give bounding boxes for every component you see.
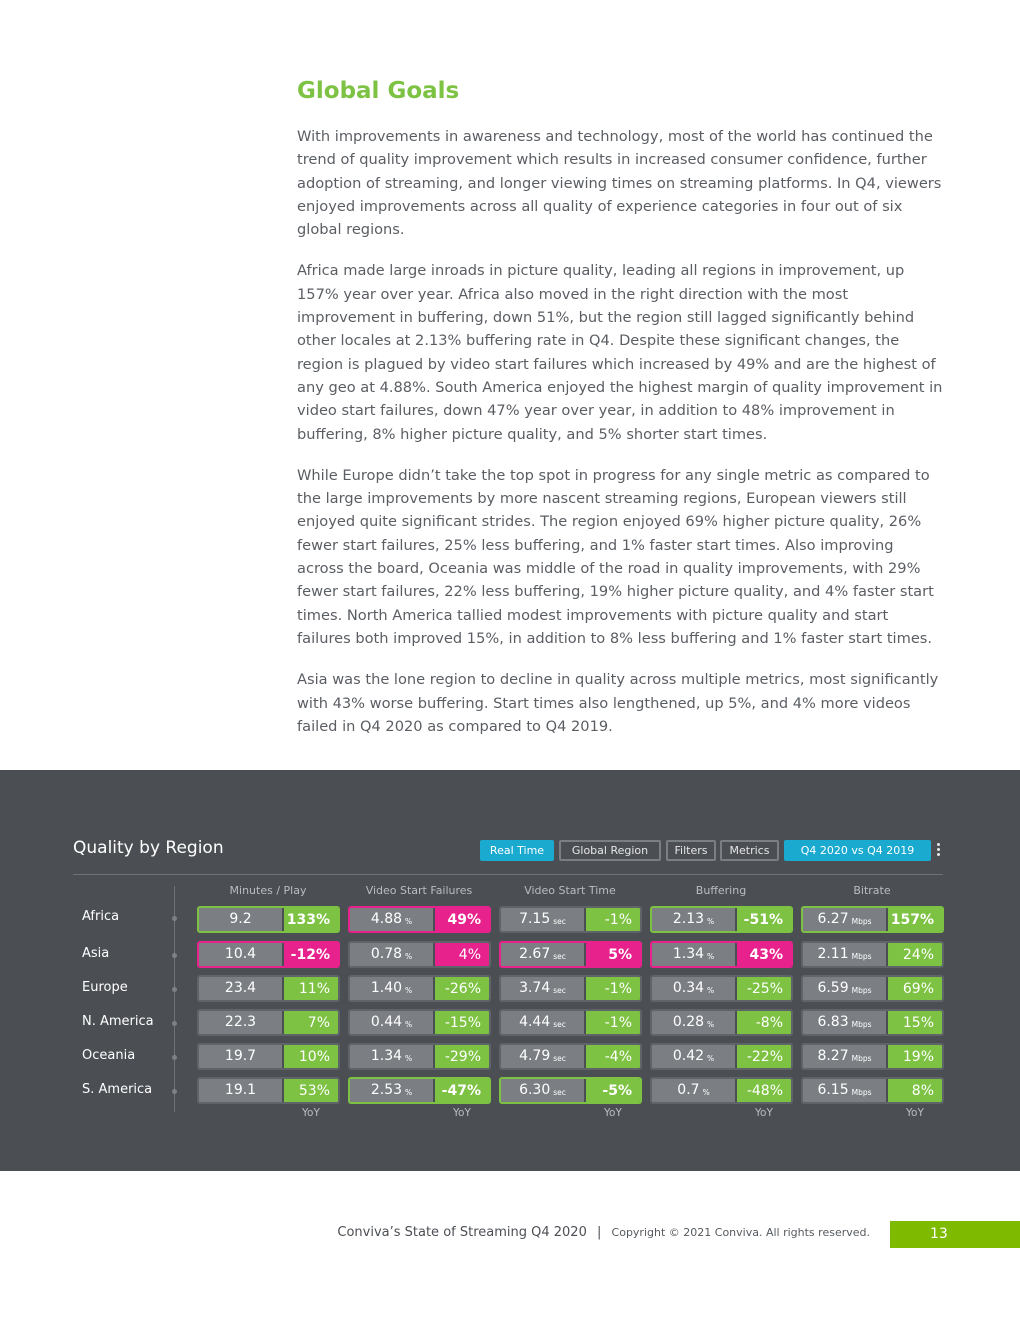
metric-cell-oceania-bitrate bbox=[801, 1043, 944, 1070]
footer-title: Conviva’s State of Streaming Q4 2020 bbox=[337, 1225, 587, 1240]
metric-value bbox=[350, 943, 433, 966]
metric-cell-asia-video-start-time bbox=[499, 941, 642, 968]
timeline-dot bbox=[172, 1021, 177, 1026]
yoy-change: -15% bbox=[433, 1011, 489, 1034]
yoy-change: 5% bbox=[584, 943, 640, 966]
period-selector[interactable]: Q4 2020 vs Q4 2019 bbox=[784, 840, 931, 861]
page-title: Global Goals bbox=[297, 78, 460, 104]
yoy-change: -12% bbox=[282, 943, 338, 966]
metric-number: 2.67 bbox=[519, 946, 551, 962]
yoy-change: -4% bbox=[584, 1045, 640, 1068]
metric-cell-asia-video-start-failures bbox=[348, 941, 491, 968]
metric-value bbox=[652, 943, 735, 966]
region-label-europe: Europe bbox=[82, 980, 128, 995]
metric-unit: sec bbox=[553, 1088, 566, 1097]
yoy-change: 53% bbox=[282, 1079, 338, 1102]
yoy-change: 15% bbox=[886, 1011, 942, 1034]
metric-cell-europe-minutes-play bbox=[197, 975, 340, 1002]
metric-cell-oceania-video-start-time bbox=[499, 1043, 642, 1070]
timeline-dot bbox=[172, 1055, 177, 1060]
metric-unit: Mbps bbox=[851, 1054, 872, 1063]
metric-unit: % bbox=[707, 1054, 715, 1063]
metric-number: 19.7 bbox=[224, 1048, 257, 1064]
metric-unit: % bbox=[405, 1054, 413, 1063]
metric-value bbox=[501, 1011, 584, 1034]
metric-cell-s-america-minutes-play bbox=[197, 1077, 340, 1104]
metric-number: 4.44 bbox=[519, 1014, 551, 1030]
metric-unit: Mbps bbox=[851, 1088, 872, 1097]
yoy-change: -5% bbox=[584, 1079, 640, 1102]
metric-value bbox=[199, 1011, 282, 1034]
metric-number: 6.30 bbox=[519, 1082, 551, 1098]
region-label-n-america: N. America bbox=[82, 1014, 154, 1029]
metric-value bbox=[803, 1079, 886, 1102]
metric-number: 0.28 bbox=[672, 1014, 705, 1030]
metric-unit: % bbox=[707, 986, 715, 995]
yoy-change: 7% bbox=[282, 1011, 338, 1034]
metric-value bbox=[501, 943, 584, 966]
metric-cell-oceania-minutes-play bbox=[197, 1043, 340, 1070]
metric-cell-s-america-buffering bbox=[650, 1077, 793, 1104]
yoy-change: -1% bbox=[584, 908, 640, 931]
filters-button[interactable]: Filters bbox=[666, 840, 716, 861]
metric-cell-n-america-minutes-play bbox=[197, 1009, 340, 1036]
yoy-change: 11% bbox=[282, 977, 338, 1000]
yoy-change: -25% bbox=[735, 977, 791, 1000]
metric-cell-asia-bitrate bbox=[801, 941, 944, 968]
metric-value bbox=[501, 1045, 584, 1068]
metric-cell-europe-video-start-failures bbox=[348, 975, 491, 1002]
region-label-asia: Asia bbox=[82, 946, 110, 961]
metric-value bbox=[199, 1079, 282, 1102]
region-label-s-america: S. America bbox=[82, 1082, 153, 1097]
real-time-button[interactable]: Real Time bbox=[480, 840, 554, 861]
metric-unit: sec bbox=[553, 1054, 566, 1063]
metric-number: 6.15 bbox=[817, 1082, 849, 1098]
metric-unit: % bbox=[702, 1088, 710, 1097]
region-label-oceania: Oceania bbox=[82, 1048, 136, 1063]
article bbox=[297, 76, 943, 756]
metric-unit: Mbps bbox=[851, 1020, 872, 1029]
yoy-change: -1% bbox=[584, 977, 640, 1000]
metric-number: 3.74 bbox=[519, 980, 551, 996]
metric-number: 23.4 bbox=[224, 980, 257, 996]
metric-cell-asia-buffering bbox=[650, 941, 793, 968]
paragraph-europe: While Europe didn’t take the top spot in progress for any single metric as compared to the large improvements by more nascent streaming regions, European viewers still enjoyed quite significant strides. The region enjoyed 69% higher picture quality, 26% fewer start failures, 25% less buffering, and 1% faster start times. Also improving across the board, Oceania was middle of the road in quality improvements, with 29% fewer start failures, 22% less buffering, 19% higher picture quality, and 4% faster start times. North America tallied modest improvements with picture quality and start failures both improved 15%, in addition to 8% less buffering and 1% faster start times. bbox=[297, 466, 934, 647]
metric-number: 0.42 bbox=[672, 1048, 705, 1064]
metric-number: 4.88 bbox=[370, 911, 403, 927]
metric-unit: % bbox=[405, 917, 413, 926]
metric-unit: Mbps bbox=[851, 952, 872, 961]
metric-number: 6.59 bbox=[817, 980, 849, 996]
timeline-dot bbox=[172, 987, 177, 992]
metric-number: 2.13 bbox=[672, 911, 705, 927]
metric-value bbox=[803, 1045, 886, 1068]
metric-value bbox=[501, 977, 584, 1000]
metric-number: 10.4 bbox=[224, 946, 257, 962]
metric-cell-oceania-buffering bbox=[650, 1043, 793, 1070]
metric-number: 1.34 bbox=[370, 1048, 403, 1064]
metric-unit: % bbox=[707, 952, 715, 961]
paragraph-africa: Africa made large inroads in picture quality, leading all regions in improvement, up 157% year over year. Africa also moved in the right direction with the most improvement in buffering, down 51%, but the region still lagged significantly behind other locales at 2.13% buffering rate in Q4. Despite these significant changes, the region is plagued by video start failures which increased by 49% and are the highest of any geo at 4.88%. South America enjoyed the highest margin of quality improvement in video start failures, down 47% year over year, in addition to 48% improvement in buffering, 8% higher picture quality, and 5% shorter start times. bbox=[297, 262, 943, 443]
footer-separator: | bbox=[597, 1225, 602, 1240]
metric-unit: % bbox=[405, 986, 413, 995]
yoy-label: YoY bbox=[755, 1107, 773, 1119]
yoy-change: 24% bbox=[886, 943, 942, 966]
metric-cell-africa-buffering bbox=[650, 906, 793, 933]
metric-cell-asia-minutes-play bbox=[197, 941, 340, 968]
yoy-change: 157% bbox=[886, 908, 942, 931]
global-region-button[interactable]: Global Region bbox=[559, 840, 661, 861]
metric-unit: % bbox=[707, 1020, 715, 1029]
metric-value bbox=[199, 943, 282, 966]
metric-value bbox=[350, 908, 433, 931]
yoy-change: 4% bbox=[433, 943, 489, 966]
metric-value bbox=[199, 977, 282, 1000]
metric-number: 1.40 bbox=[370, 980, 403, 996]
paragraph-asia: Asia was the lone region to decline in quality across multiple metrics, most significantly with 43% worse buffering. Start times also lengthened, up 5%, and 4% more videos failed in Q4 2020 as compared to Q4 2019. bbox=[297, 671, 939, 735]
yoy-label: YoY bbox=[302, 1107, 320, 1119]
timeline-dot bbox=[172, 1089, 177, 1094]
yoy-change: -1% bbox=[584, 1011, 640, 1034]
metric-cell-africa-video-start-time bbox=[499, 906, 642, 933]
metric-number: 4.79 bbox=[519, 1048, 551, 1064]
metric-cell-s-america-bitrate bbox=[801, 1077, 944, 1104]
column-header-bitrate: Bitrate bbox=[853, 884, 891, 897]
more-options-icon[interactable] bbox=[936, 843, 942, 859]
metric-number: 8.27 bbox=[817, 1048, 849, 1064]
metric-cell-africa-bitrate bbox=[801, 906, 944, 933]
metric-unit: % bbox=[707, 917, 715, 926]
metric-number: 2.11 bbox=[817, 946, 849, 962]
yoy-change: 19% bbox=[886, 1045, 942, 1068]
metric-cell-europe-video-start-time bbox=[499, 975, 642, 1002]
metric-cell-europe-bitrate bbox=[801, 975, 944, 1002]
metric-value bbox=[350, 977, 433, 1000]
metric-value bbox=[652, 1011, 735, 1034]
yoy-change: -22% bbox=[735, 1045, 791, 1068]
metric-value bbox=[501, 1079, 584, 1102]
metric-number: 7.15 bbox=[519, 911, 551, 927]
metric-cell-n-america-buffering bbox=[650, 1009, 793, 1036]
metric-cell-africa-video-start-failures bbox=[348, 906, 491, 933]
panel-title: Quality by Region bbox=[73, 838, 224, 858]
metric-number: 2.53 bbox=[370, 1082, 403, 1098]
timeline-dot bbox=[172, 916, 177, 921]
metric-number: 0.78 bbox=[370, 946, 403, 962]
metric-number: 6.27 bbox=[817, 911, 849, 927]
yoy-change: -29% bbox=[433, 1045, 489, 1068]
yoy-change: 69% bbox=[886, 977, 942, 1000]
panel-divider bbox=[73, 874, 943, 875]
metric-value bbox=[803, 977, 886, 1000]
metric-value bbox=[652, 1045, 735, 1068]
quality-by-region-panel bbox=[0, 770, 1020, 1171]
metric-cell-s-america-video-start-time bbox=[499, 1077, 642, 1104]
metric-value bbox=[350, 1011, 433, 1034]
metric-value bbox=[803, 908, 886, 931]
metric-value bbox=[803, 943, 886, 966]
yoy-change: -8% bbox=[735, 1011, 791, 1034]
yoy-change: -48% bbox=[735, 1079, 791, 1102]
metric-unit: Mbps bbox=[851, 986, 872, 995]
yoy-label: YoY bbox=[906, 1107, 924, 1119]
column-header-buffering: Buffering bbox=[695, 884, 747, 897]
metric-number: 9.2 bbox=[229, 911, 252, 927]
metric-value bbox=[501, 908, 584, 931]
paragraph-intro: With improvements in awareness and technology, most of the world has continued the trend of quality improvement which results in increased consumer confidence, further adoption of streaming, and longer viewing times on streaming platforms. In Q4, viewers enjoyed improvements across all quality of experience categories in four out of six global regions. bbox=[297, 128, 942, 239]
yoy-change: -51% bbox=[735, 908, 791, 931]
metric-unit: sec bbox=[553, 986, 566, 995]
metric-unit: Mbps bbox=[851, 917, 872, 926]
metric-number: 0.44 bbox=[370, 1014, 403, 1030]
metric-unit: sec bbox=[553, 952, 566, 961]
metric-number: 6.83 bbox=[817, 1014, 849, 1030]
metric-cell-n-america-bitrate bbox=[801, 1009, 944, 1036]
metric-value bbox=[652, 977, 735, 1000]
metric-unit: sec bbox=[553, 917, 566, 926]
metric-number: 19.1 bbox=[224, 1082, 257, 1098]
metric-unit: % bbox=[405, 952, 413, 961]
metric-value bbox=[199, 1045, 282, 1068]
metric-unit: % bbox=[405, 1020, 413, 1029]
metric-number: 0.7 bbox=[677, 1082, 700, 1098]
yoy-change: -47% bbox=[433, 1079, 489, 1102]
metric-unit: % bbox=[405, 1088, 413, 1097]
metric-value bbox=[803, 1011, 886, 1034]
column-header-video-start-time: Video Start Time bbox=[524, 884, 616, 897]
yoy-change: 43% bbox=[735, 943, 791, 966]
metric-value bbox=[350, 1079, 433, 1102]
metric-number: 0.34 bbox=[672, 980, 705, 996]
metric-unit: sec bbox=[553, 1020, 566, 1029]
yoy-label: YoY bbox=[453, 1107, 471, 1119]
yoy-label: YoY bbox=[604, 1107, 622, 1119]
metric-cell-oceania-video-start-failures bbox=[348, 1043, 491, 1070]
metric-value bbox=[199, 908, 282, 931]
metric-cell-africa-minutes-play bbox=[197, 906, 340, 933]
column-header-minutes-play: Minutes / Play bbox=[229, 884, 307, 897]
yoy-change: 49% bbox=[433, 908, 489, 931]
yoy-change: 10% bbox=[282, 1045, 338, 1068]
footer bbox=[337, 1225, 870, 1240]
timeline-dot bbox=[172, 953, 177, 958]
column-header-video-start-failures: Video Start Failures bbox=[365, 884, 473, 897]
metric-value bbox=[652, 908, 735, 931]
yoy-change: 133% bbox=[282, 908, 338, 931]
metric-cell-n-america-video-start-failures bbox=[348, 1009, 491, 1036]
metric-cell-s-america-video-start-failures bbox=[348, 1077, 491, 1104]
metric-value bbox=[350, 1045, 433, 1068]
metric-cell-europe-buffering bbox=[650, 975, 793, 1002]
region-label-africa: Africa bbox=[82, 909, 120, 924]
footer-copyright: Copyright © 2021 Conviva. All rights reserved. bbox=[611, 1226, 870, 1239]
metric-number: 1.34 bbox=[672, 946, 705, 962]
metric-number: 22.3 bbox=[224, 1014, 257, 1030]
metric-cell-n-america-video-start-time bbox=[499, 1009, 642, 1036]
yoy-change: 8% bbox=[886, 1079, 942, 1102]
metrics-button[interactable]: Metrics bbox=[720, 840, 779, 861]
page-number: 13 bbox=[890, 1221, 1020, 1248]
metric-value bbox=[652, 1079, 735, 1102]
yoy-change: -26% bbox=[433, 977, 489, 1000]
